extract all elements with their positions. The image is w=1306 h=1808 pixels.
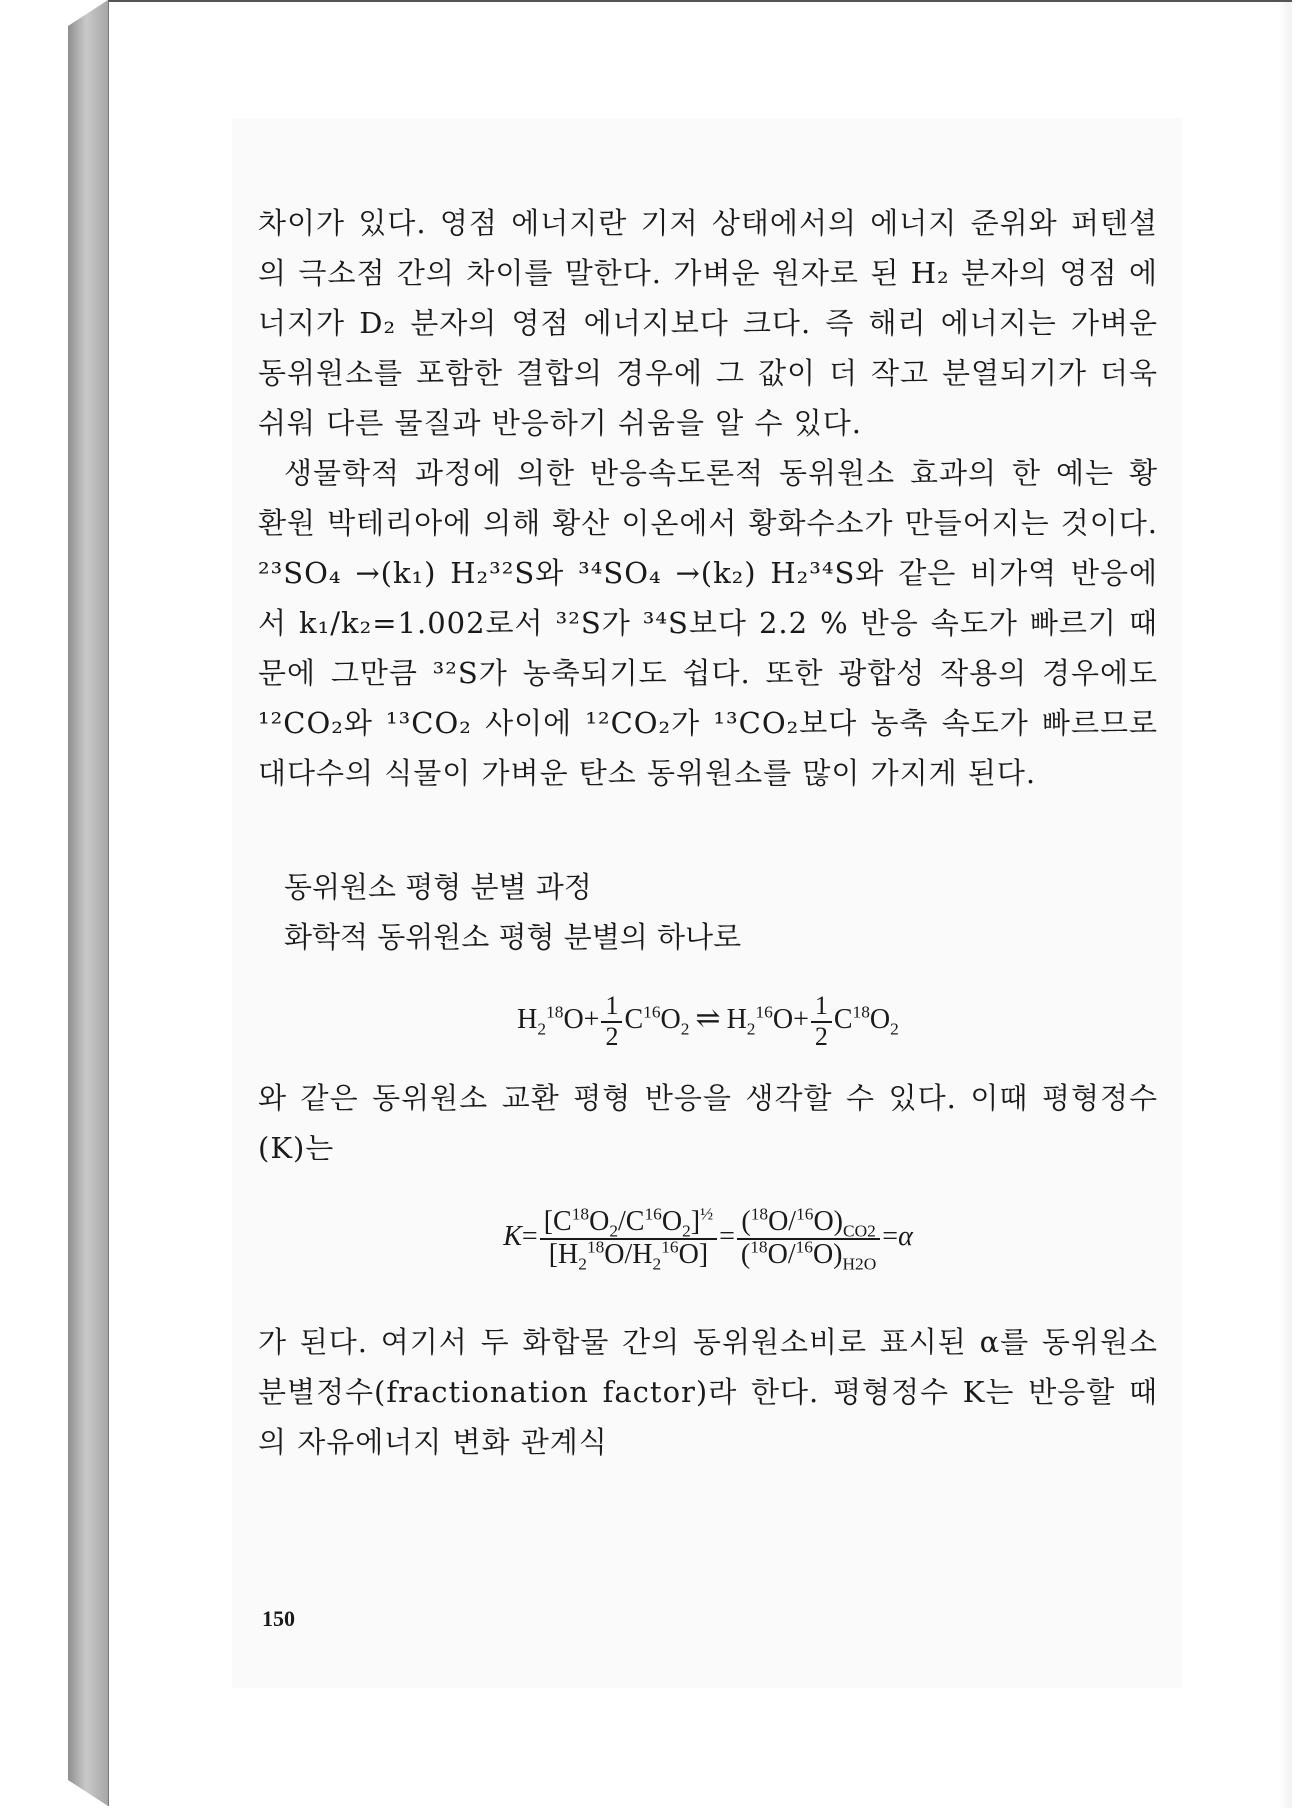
paragraph-kinetic-isotope-effect: 생물학적 과정에 의한 반응속도론적 동위원소 효과의 한 예는 황 환원 박테리아에 의해 황산 이온에서 황화수소가 만들어지는 것이다. ²³SO₄ →(k₁) H₂³²S와 ³⁴SO₄ →(k₂) H₂³⁴S와 같은 비가역 반응에서 k₁/k₂=1.002로서 ³²S가 ³⁴S보다 2.2 % 반응 속도가 빠르기 때문에 그만큼 ³²S가 농축되기도 쉽다. 또한 광합성 작용의 경우에도 ¹²CO₂와 ¹³CO₂ 사이에 ¹²CO₂가 ¹³CO₂보다 농축 속도가 빠르므로 대다수의 식물이 가벼운 탄소 동위원소를 많이 가지게 된다. [258, 456, 1158, 790]
section-equilibrium-fractionation [258, 862, 1158, 962]
page-number: 150 [262, 1606, 295, 1631]
paragraph-exchange-equilibrium: 와 같은 동위원소 교환 평형 반응을 생각할 수 있다. 이때 평형정수(K)는 [258, 1081, 1158, 1166]
section-heading: 동위원소 평형 분별 과정 [284, 870, 592, 904]
page-edge-shadow [1278, 2, 1292, 1808]
equation-equilibrium-constant: K= $\frac{[C^{18}O_2/C^{16}O_2]^{\frac{1}{2}}}{[H_2^{18}O/H_2^{16}O]}$ = $\frac{(^{18}O/^{16}O)_{CO2}}{(^{18}O/^{16}O)_{H2O}}$ =α [503, 1204, 913, 1274]
paragraph-zero-point-energy: 차이가 있다. 영점 에너지란 기저 상태에서의 에너지 준위와 퍼텐셜의 극소점 간의 차이를 말한다. 가벼운 원자로 된 H₂ 분자의 영점 에너지가 D₂ 분자의 영점 에너지보다 크다. 즉 해리 에너지는 가벼운 동위원소를 포함한 결합의 경우에 그 값이 더 작고 분열되기가 더욱 쉬워 다른 물질과 반응하기 쉬움을 알 수 있다. [258, 206, 1158, 440]
equation-exchange-reaction: $H_2^{18}O+$ $\frac{1}{2}$ $C^{16}O_2$ ⇌ $H_2^{16}O+$ $\frac{1}{2}$ $C^{18}O_2$ [517, 991, 899, 1051]
page-body [258, 198, 1158, 1467]
book-spine-edge [68, 0, 108, 1806]
paragraph-fractionation-factor: 가 된다. 여기서 두 화합물 간의 동위원소비로 표시된 α를 동위원소 분별정수(fractionation factor)라 한다. 평형정수 K는 반응할 때의 자유에너지 변화 관계식 [258, 1324, 1158, 1459]
section-intro: 화학적 동위원소 평형 분별의 하나로 [284, 920, 742, 954]
